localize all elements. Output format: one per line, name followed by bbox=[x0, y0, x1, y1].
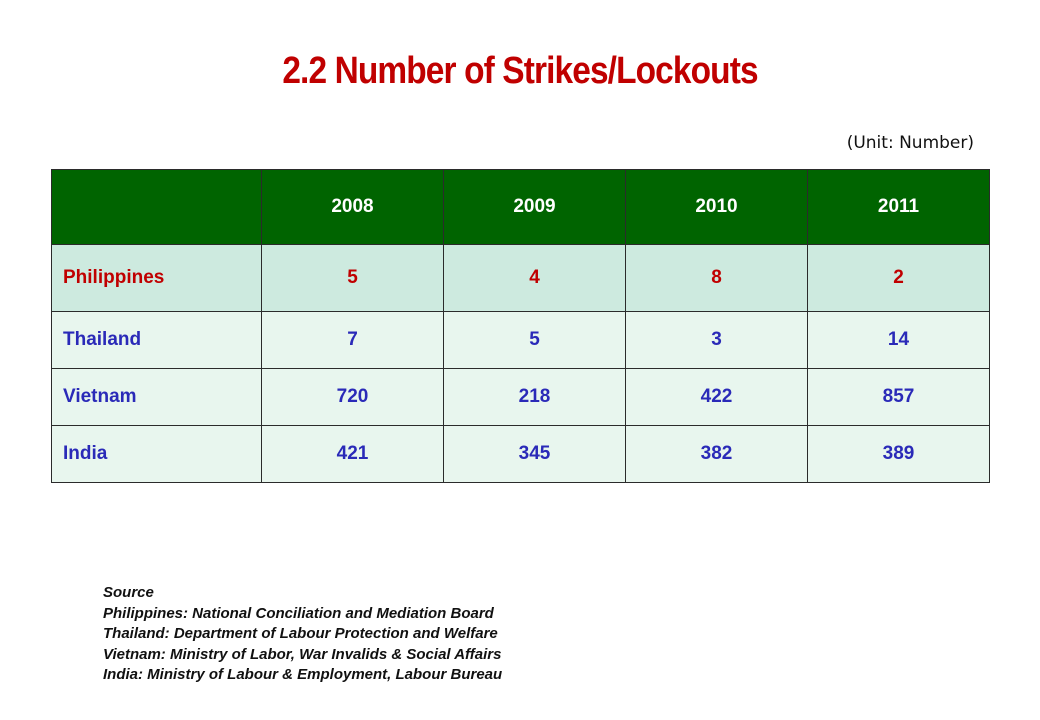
source-line: Thailand: Department of Labour Protection and Welfare bbox=[103, 625, 498, 643]
table-row bbox=[52, 245, 990, 312]
source-line: Philippines: National Conciliation and Mediation Board bbox=[103, 604, 494, 622]
value-cell: 345 bbox=[444, 426, 626, 483]
value-cell: 7 bbox=[262, 312, 444, 369]
source-notes bbox=[103, 583, 502, 686]
header-corner-cell bbox=[52, 170, 262, 245]
header-year-2010: 2010 bbox=[626, 170, 808, 245]
value-cell: 382 bbox=[626, 426, 808, 483]
table-row bbox=[52, 312, 990, 369]
country-cell: Vietnam bbox=[52, 369, 262, 426]
country-cell: Philippines bbox=[52, 245, 262, 312]
country-cell: India bbox=[52, 426, 262, 483]
value-cell: 2 bbox=[808, 245, 990, 312]
header-year-2009: 2009 bbox=[444, 170, 626, 245]
value-cell: 720 bbox=[262, 369, 444, 426]
value-cell: 421 bbox=[262, 426, 444, 483]
header-year-2011: 2011 bbox=[808, 170, 990, 245]
table-header-row bbox=[52, 170, 990, 245]
value-cell: 422 bbox=[626, 369, 808, 426]
table-row bbox=[52, 426, 990, 483]
source-heading: Source bbox=[103, 584, 154, 601]
value-cell: 14 bbox=[808, 312, 990, 369]
unit-label: (Unit: Number) bbox=[846, 133, 974, 153]
value-cell: 857 bbox=[808, 369, 990, 426]
strikes-table bbox=[51, 169, 990, 483]
source-line: Vietnam: Ministry of Labor, War Invalids & Social Affairs bbox=[103, 645, 502, 663]
value-cell: 4 bbox=[444, 245, 626, 312]
value-cell: 5 bbox=[262, 245, 444, 312]
value-cell: 389 bbox=[808, 426, 990, 483]
value-cell: 218 bbox=[444, 369, 626, 426]
value-cell: 8 bbox=[626, 245, 808, 312]
country-cell: Thailand bbox=[52, 312, 262, 369]
page-title: 2.2 Number of Strikes/Lockouts bbox=[282, 50, 758, 92]
header-year-2008: 2008 bbox=[262, 170, 444, 245]
value-cell: 5 bbox=[444, 312, 626, 369]
table-row bbox=[52, 369, 990, 426]
source-line: India: Ministry of Labour & Employment, Labour Bureau bbox=[103, 666, 503, 684]
value-cell: 3 bbox=[626, 312, 808, 369]
